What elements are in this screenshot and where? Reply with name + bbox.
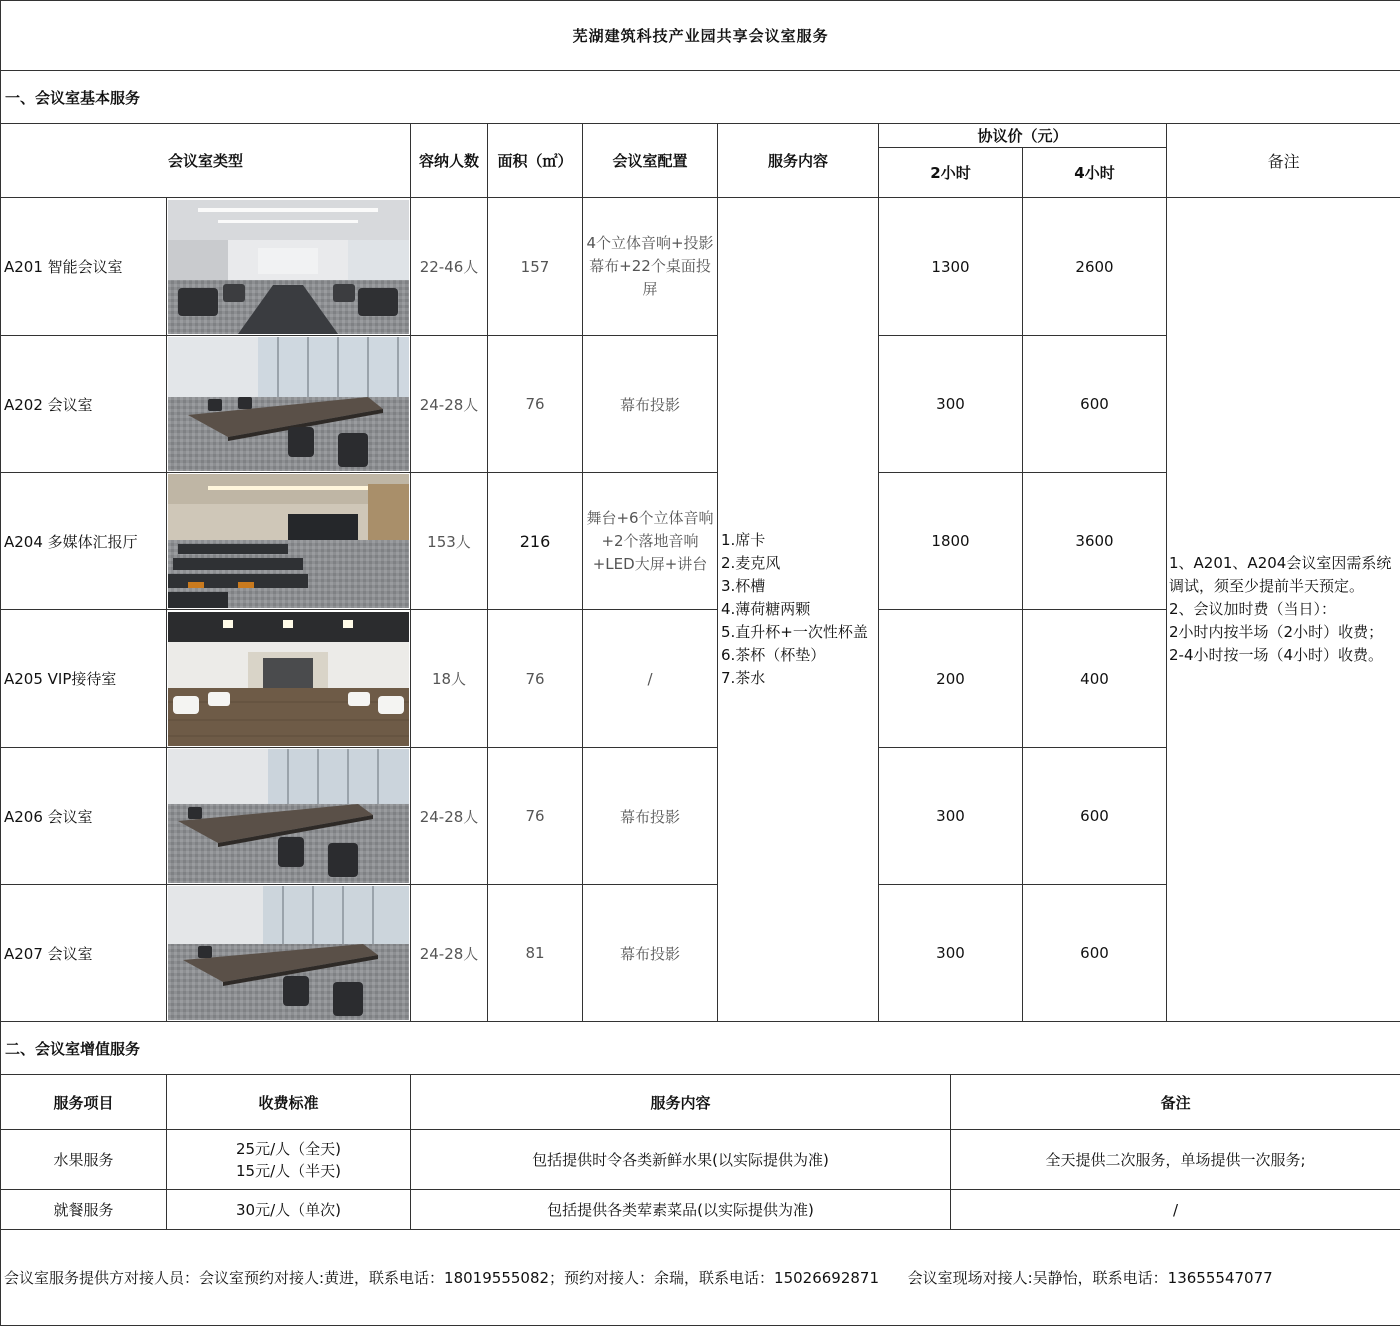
room-name: A207 会议室 [1, 885, 167, 1022]
room-name: A206 会议室 [1, 748, 167, 885]
price-2h: 300 [879, 885, 1023, 1022]
room-row [1, 198, 1400, 336]
price-4h: 2600 [1023, 198, 1167, 336]
header-capacity: 容纳人数 [411, 124, 488, 198]
room-area: 216 [488, 473, 583, 610]
price-2h: 1300 [879, 198, 1023, 336]
section1-heading: 一、会议室基本服务 [1, 71, 1400, 124]
service-item: 4.薄荷糖两颗 [721, 600, 811, 618]
service-item: 1.席卡 [721, 531, 766, 549]
service-item: 3.杯槽 [721, 577, 766, 595]
room-name: A201 智能会议室 [1, 198, 167, 336]
room-photo [167, 336, 411, 473]
room-name: A204 多媒体汇报厅 [1, 473, 167, 610]
header-config: 会议室配置 [583, 124, 718, 198]
room-area: 81 [488, 885, 583, 1022]
header-remark: 备注 [1167, 124, 1400, 198]
room-photo [167, 610, 411, 748]
header-area: 面积（㎡） [488, 124, 583, 198]
price-4h: 400 [1023, 610, 1167, 748]
room-capacity: 24-28人 [411, 336, 488, 473]
addon-content: 包括提供各类荤素菜品(以实际提供为准) [411, 1190, 951, 1230]
room-capacity: 22-46人 [411, 198, 488, 336]
room-name: A202 会议室 [1, 336, 167, 473]
room-area: 76 [488, 336, 583, 473]
addon-item: 水果服务 [1, 1130, 167, 1190]
room-capacity: 24-28人 [411, 885, 488, 1022]
room-photo [167, 885, 411, 1022]
price-4h: 600 [1023, 336, 1167, 473]
room-config: 舞台+6个立体音响+2个落地音响+LED大屏+讲台 [583, 473, 718, 610]
room-area: 76 [488, 610, 583, 748]
section2-heading: 二、会议室增值服务 [1, 1022, 1400, 1075]
price-2h: 300 [879, 336, 1023, 473]
price-4h: 600 [1023, 885, 1167, 1022]
service-content-list [718, 198, 879, 1022]
addon-fee-line: 30元/人（单次) [236, 1201, 341, 1219]
header-4h: 4小时 [1023, 148, 1167, 198]
addon-remark: 全天提供二次服务，单场提供一次服务; [951, 1130, 1400, 1190]
room-config: 幕布投影 [583, 336, 718, 473]
remark-line: 1、A201、A204会议室因需系统调试，须至少提前半天预定。 [1169, 554, 1392, 595]
room-photo [167, 748, 411, 885]
remark-line: 2、会议加时费（当日）： [1169, 600, 1337, 618]
room-photo [167, 473, 411, 610]
header-room-type: 会议室类型 [1, 124, 411, 198]
remark-line: 2小时内按半场（2小时）收费； [1169, 623, 1384, 641]
header-fee: 收费标准 [167, 1075, 411, 1130]
service-item: 6.茶杯（杯垫） [721, 646, 826, 664]
remarks-cell [1167, 198, 1400, 1022]
room-capacity: 153人 [411, 473, 488, 610]
room-config: 4个立体音响+投影幕布+22个桌面投屏 [583, 198, 718, 336]
addon-fee [167, 1130, 411, 1190]
addon-fee-line: 25元/人（全天) [236, 1139, 341, 1158]
contact-footer: 会议室服务提供方对接人员：会议室预约对接人:黄进，联系电话：18019555082；预约对接人：余瑞，联系电话：15026692871 会议室现场对接人:吴静怡，联系电话：13655547077 [1, 1230, 1400, 1326]
room-photo [167, 198, 411, 336]
remark-line: 2-4小时按一场（4小时）收费。 [1169, 646, 1384, 664]
addon-fee-line: 15元/人（半天) [236, 1161, 341, 1180]
service-item: 2.麦克风 [721, 554, 781, 572]
service-item: 5.直升杯+一次性杯盖 [721, 623, 868, 641]
header-service: 服务内容 [718, 124, 879, 198]
price-4h: 3600 [1023, 473, 1167, 610]
room-name: A205 VIP接待室 [1, 610, 167, 748]
room-area: 76 [488, 748, 583, 885]
header-service-content: 服务内容 [411, 1075, 951, 1130]
addon-item: 就餐服务 [1, 1190, 167, 1230]
price-2h: 1800 [879, 473, 1023, 610]
header-service-item: 服务项目 [1, 1075, 167, 1130]
room-area: 157 [488, 198, 583, 336]
addon-remark: / [951, 1190, 1400, 1230]
addon-fee [167, 1190, 411, 1230]
header-price: 协议价（元） [879, 124, 1167, 148]
addon-row [1, 1190, 1400, 1230]
header-2h: 2小时 [879, 148, 1023, 198]
room-config: 幕布投影 [583, 748, 718, 885]
room-capacity: 18人 [411, 610, 488, 748]
room-config: / [583, 610, 718, 748]
addon-content: 包括提供时令各类新鲜水果(以实际提供为准) [411, 1130, 951, 1190]
room-config: 幕布投影 [583, 885, 718, 1022]
service-item: 7.茶水 [721, 669, 766, 687]
addon-row [1, 1130, 1400, 1190]
header-addon-remark: 备注 [951, 1075, 1400, 1130]
price-2h: 200 [879, 610, 1023, 748]
price-2h: 300 [879, 748, 1023, 885]
page-title: 芜湖建筑科技产业园共享会议室服务 [1, 1, 1400, 71]
price-4h: 600 [1023, 748, 1167, 885]
room-capacity: 24-28人 [411, 748, 488, 885]
